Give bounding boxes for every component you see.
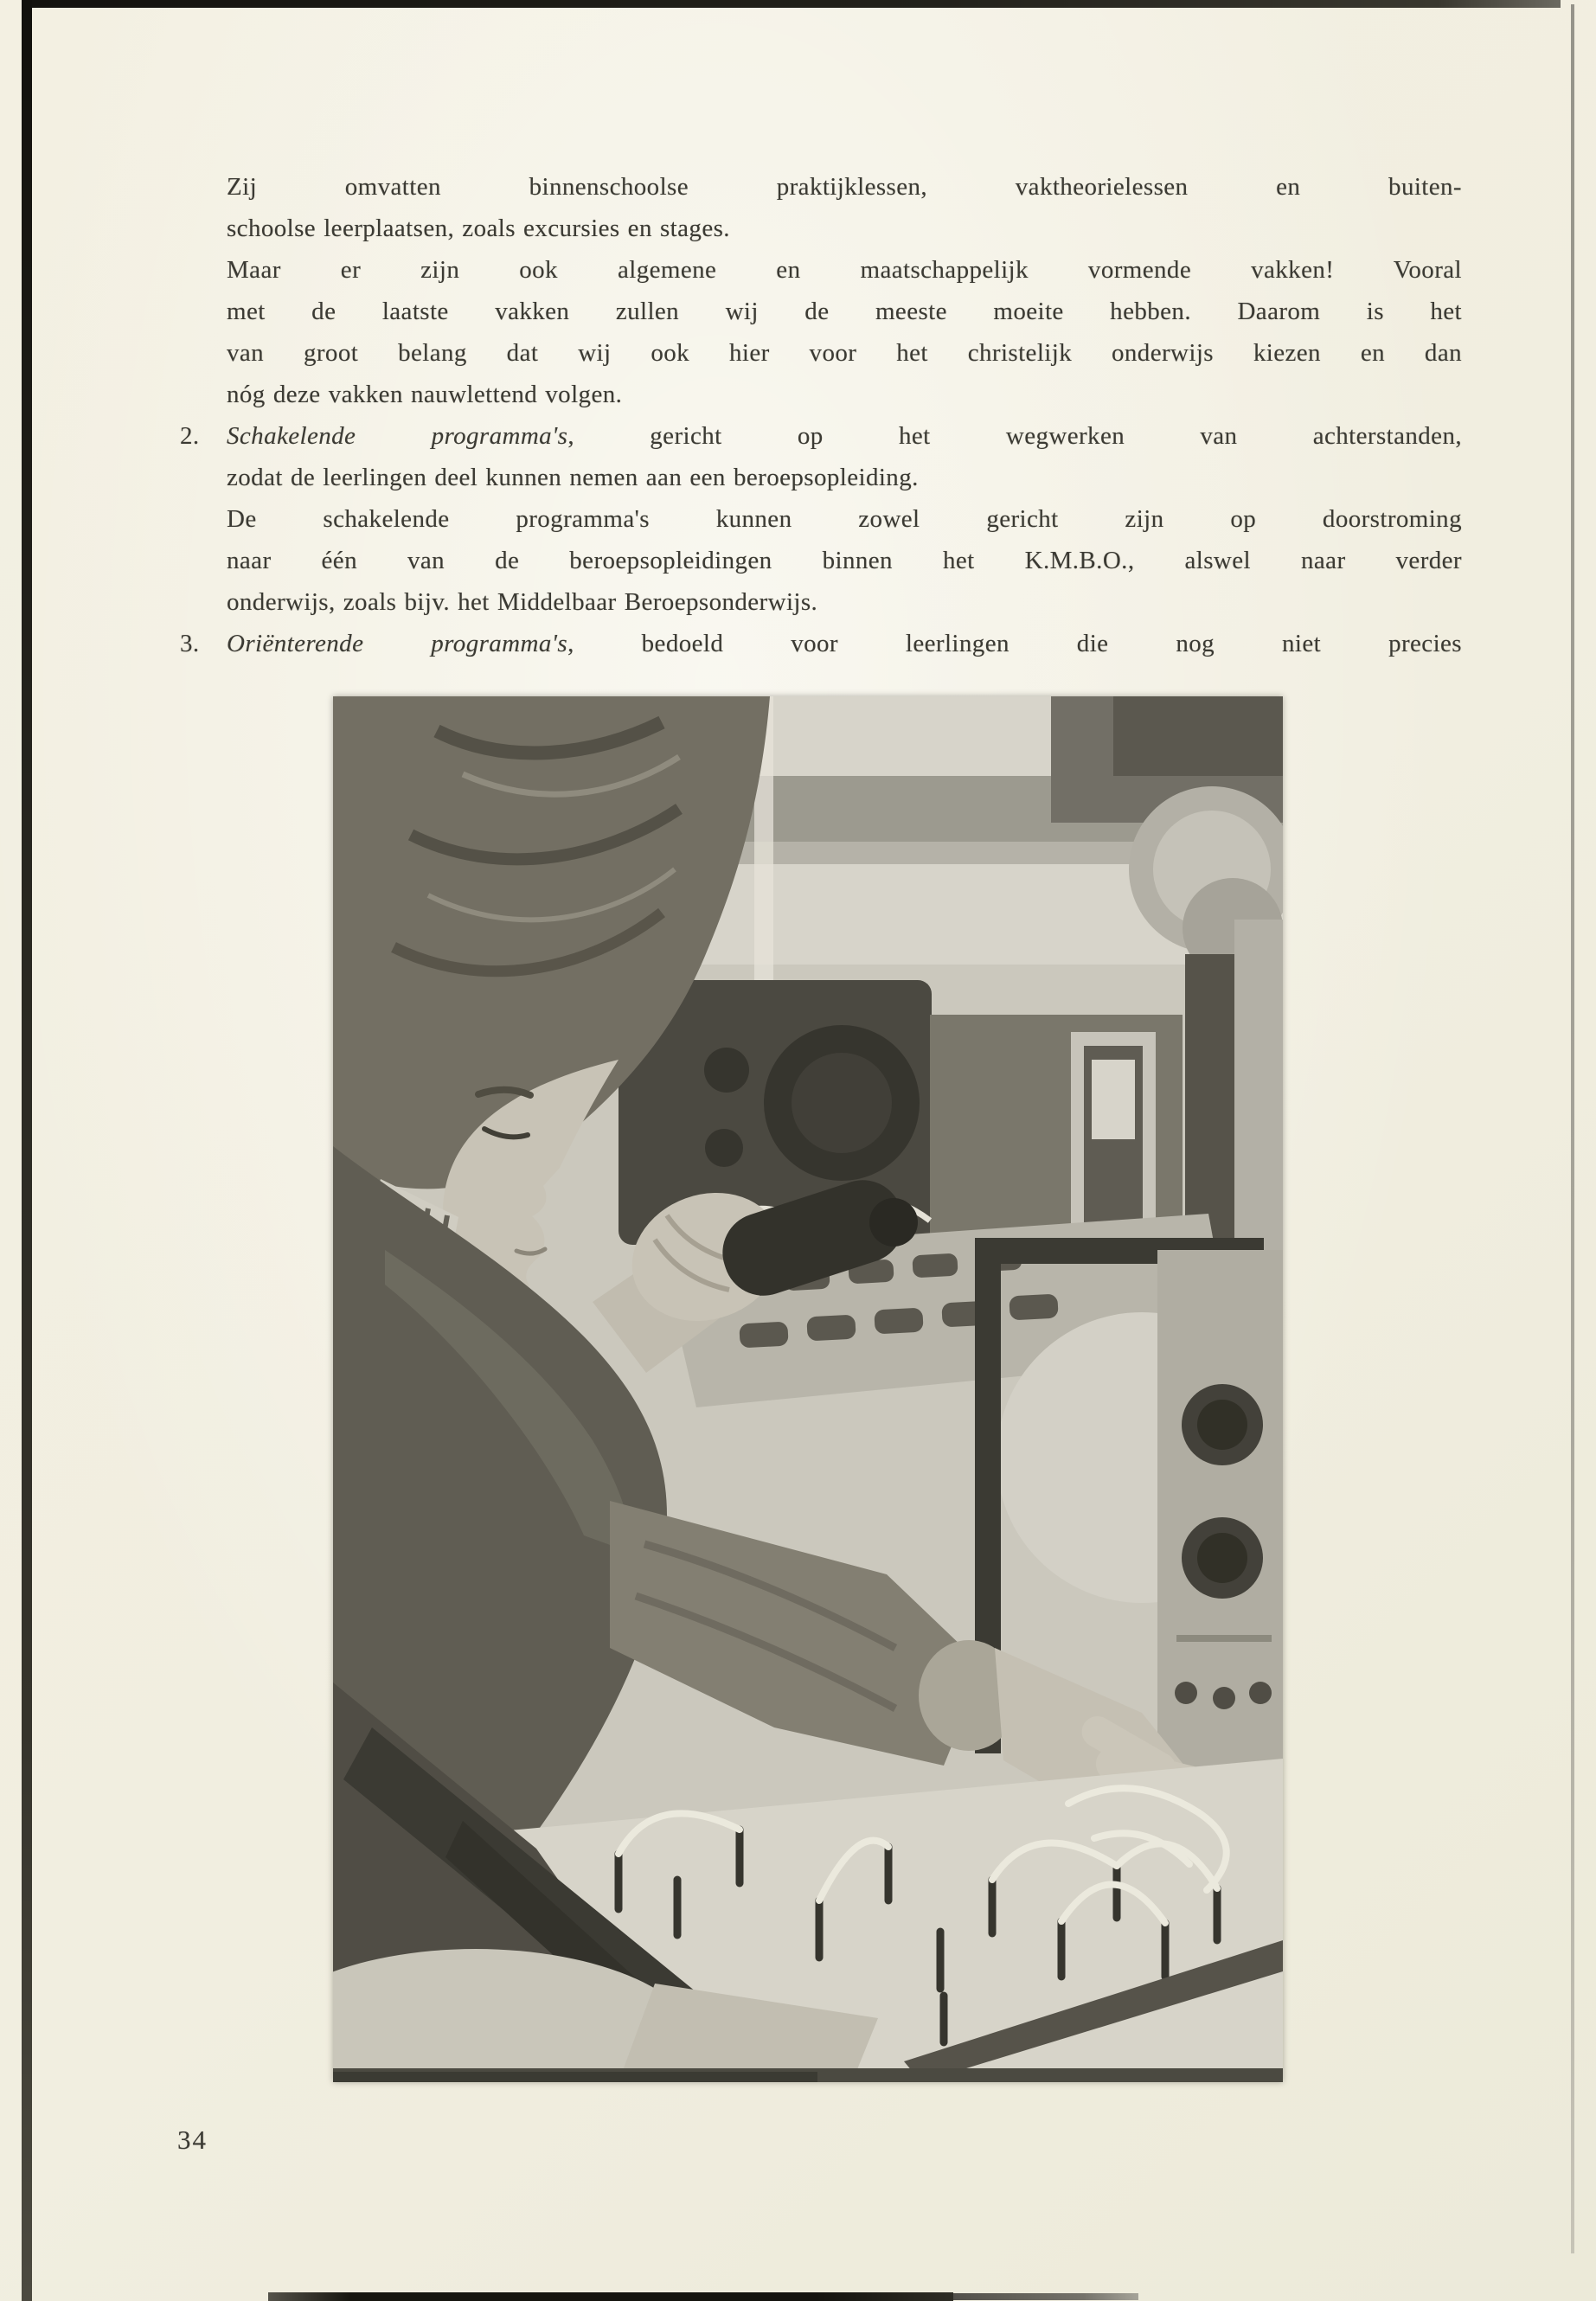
scan-edge-bottom-fade	[953, 2293, 1138, 2300]
text-line	[178, 249, 1462, 291]
text-line	[178, 208, 1462, 249]
text-segment: naar één van de beroepsopleidingen binnen het K.M.B.O., alswel naar verder	[227, 547, 1462, 574]
text-segment: nóg deze vakken nauwlettend volgen.	[227, 381, 623, 408]
text-line	[178, 581, 1462, 623]
text-line	[178, 540, 1462, 581]
list-number: 3.	[180, 630, 200, 657]
text-segment: , gericht op het wegwerken van achterstanden,	[567, 422, 1462, 450]
photo-illustration	[333, 696, 1283, 2082]
text-line	[178, 498, 1462, 540]
text-segment: , bedoeld voor leerlingen die nog niet precies	[567, 630, 1462, 657]
italic-text-segment: Schakelende programma's	[227, 422, 568, 450]
text-segment: van groot belang dat wij ook hier voor het christelijk onderwijs kiezen en dan	[227, 339, 1462, 367]
page-number: 34	[177, 2125, 208, 2155]
body-text	[178, 166, 1462, 664]
text-segment: De schakelende programma's kunnen zowel gericht zijn op doorstroming	[227, 505, 1462, 533]
text-line	[178, 374, 1462, 415]
text-segment: schoolse leerplaatsen, zoals excursies en stages.	[227, 215, 730, 242]
text-line	[178, 332, 1462, 374]
text-segment: Zij omvatten binnenschoolse praktijklessen, vaktheorielessen en buiten-	[227, 173, 1462, 201]
scan-edge-right	[1571, 4, 1574, 2253]
text-line	[178, 623, 1462, 664]
scan-edge-top	[24, 0, 1561, 8]
scan-edge-bottom	[268, 2292, 953, 2301]
photo-vignette	[333, 696, 1283, 2082]
text-segment: onderwijs, zoals bijv. het Middelbaar Beroepsonderwijs.	[227, 588, 818, 616]
photo-electronics-workbench	[333, 696, 1283, 2082]
text-line	[178, 457, 1462, 498]
text-segment: Maar er zijn ook algemene en maatschappelijk vormende vakken! Vooral	[227, 256, 1462, 284]
list-number: 2.	[180, 422, 200, 450]
text-line	[178, 291, 1462, 332]
text-segment: zodat de leerlingen deel kunnen nemen aan een beroepsopleiding.	[227, 464, 919, 491]
text-segment: met de laatste vakken zullen wij de meeste moeite hebben. Daarom is het	[227, 298, 1462, 325]
scan-edge-left	[22, 0, 32, 2301]
text-line	[178, 415, 1462, 457]
italic-text-segment: Oriënterende programma's	[227, 630, 568, 657]
text-line	[178, 166, 1462, 208]
